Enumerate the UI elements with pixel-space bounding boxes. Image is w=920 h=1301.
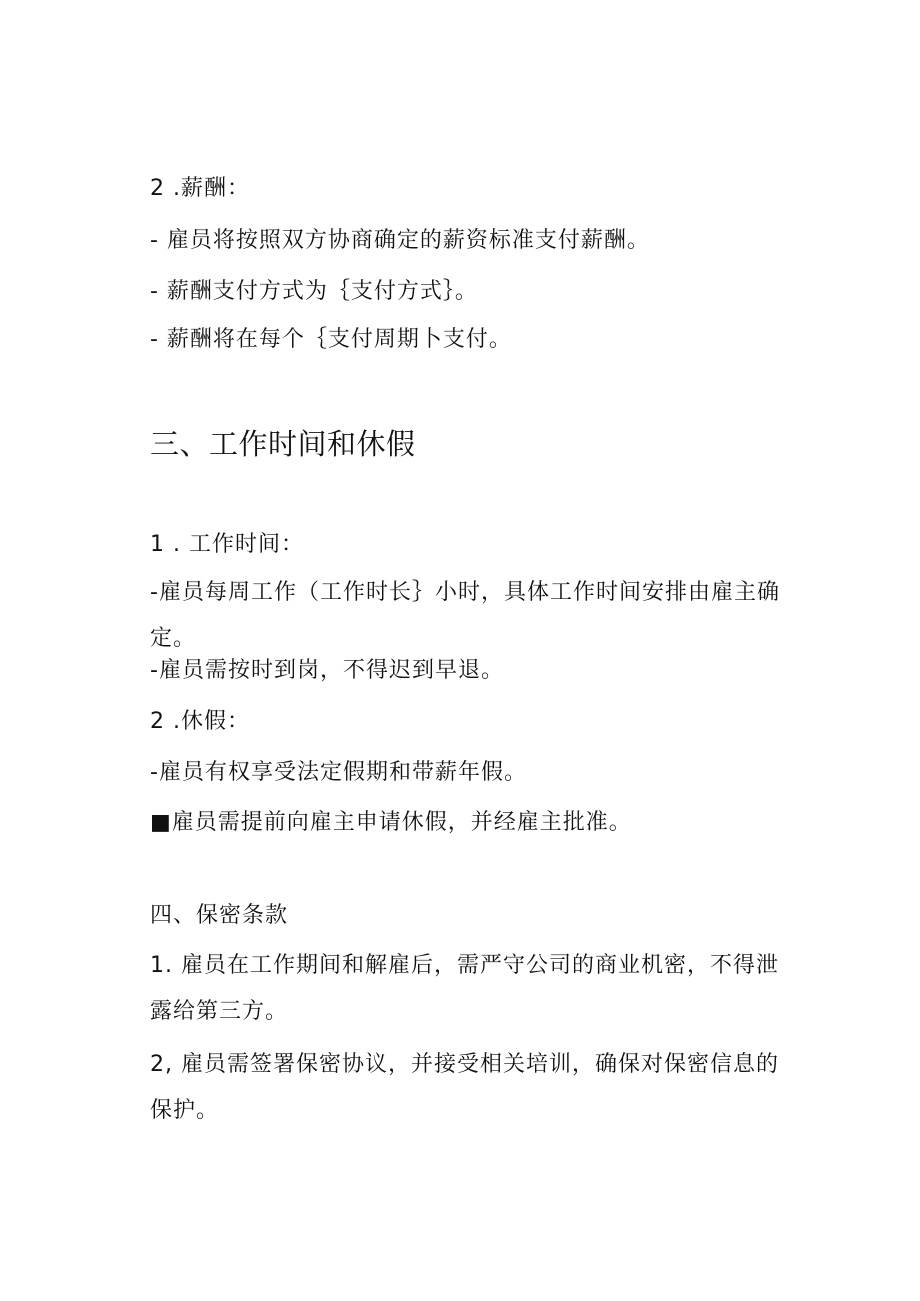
salary-line-2: - 薪酬支付方式为｛支付方式｝。	[150, 279, 478, 304]
confidentiality-item-2: 2, 雇员需签署保密协议，并接受相关培训，确保对保密信息的保护。	[150, 1052, 779, 1123]
confidentiality-item-1: 1. 雇员在工作期间和解雇后，需严守公司的商业机密，不得泄露给第三方。	[150, 953, 779, 1024]
section-three-heading: 三、工作时间和休假	[150, 427, 416, 461]
salary-line-1: - 雇员将按照双方协商确定的薪资标准支付薪酬。	[150, 228, 650, 253]
work-time-line-1: -雇员每周工作（工作时长｝小时，具体工作时间安排由雇主确定。	[150, 580, 780, 651]
leave-label: 2 .休假：	[150, 709, 250, 734]
leave-line-2: ■雇员需提前向雇主申请休假，并经雇主批准。	[150, 810, 632, 835]
salary-item-label: 2 .薪酬：	[150, 176, 250, 201]
leave-line-1: -雇员有权享受法定假期和带薪年假。	[150, 760, 527, 785]
work-time-line-2: -雇员需按时到岗，不得迟到早退。	[150, 658, 504, 683]
salary-line-3: - 薪酬将在每个｛支付周期卜支付。	[150, 327, 512, 352]
section-four-heading: 四、保密条款	[150, 903, 289, 928]
work-time-label: 1 . 工作时间：	[150, 532, 304, 557]
